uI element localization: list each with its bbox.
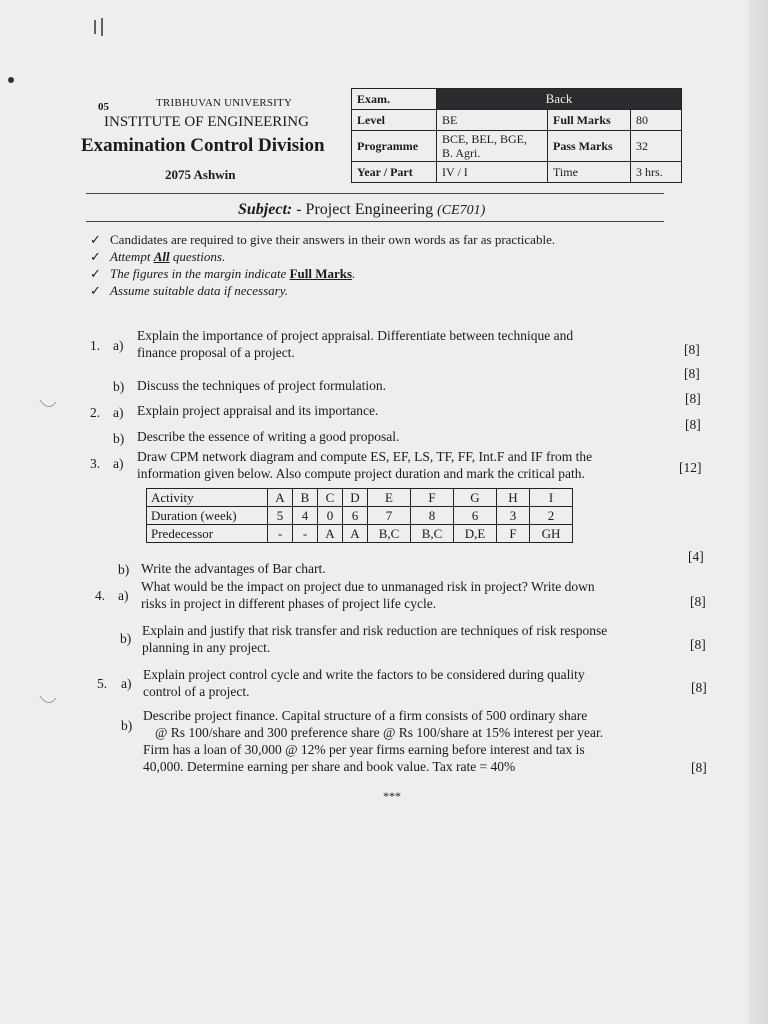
duration-row-label: Duration (week) (147, 507, 268, 525)
q5a-marks: [8] (691, 680, 707, 695)
q2a-marks: [8] (685, 391, 701, 406)
division-name: Examination Control Division (81, 135, 325, 156)
pass-marks-label: Pass Marks (548, 131, 631, 162)
q5a-label: a) (121, 676, 132, 691)
programme-label: Programme (352, 131, 437, 162)
full-marks-value: 80 (631, 110, 682, 131)
instruction-item: ✓ Candidates are required to give their answers in their own words as far as practicable. (90, 232, 556, 247)
subject-name: Project Engineering (305, 201, 434, 218)
q4b-label: b) (120, 631, 132, 646)
pen-mark-icon (92, 16, 106, 38)
q3b-marks: [4] (688, 549, 704, 564)
university-name: TRIBHUVAN UNIVERSITY (156, 97, 293, 109)
exam-session: 2075 Ashwin (165, 167, 236, 182)
q1a-marks: [8] (684, 342, 700, 357)
instruction-item: ✓ Attempt All questions. (90, 249, 226, 264)
q2b-label: b) (113, 431, 125, 446)
predecessor-row-label: Predecessor (147, 525, 268, 543)
subject-label: Subject: (238, 201, 293, 218)
q3a-label: a) (113, 456, 124, 471)
q1-number: 1. (90, 338, 101, 353)
q4a-label: a) (118, 588, 129, 603)
stray-mark-top (92, 16, 106, 38)
subject-line (238, 201, 485, 219)
exam-code: 05 (98, 101, 109, 113)
instruction-item: ✓ Assume suitable data if necessary. (90, 283, 289, 298)
q2b-text: Describe the essence of writing a good proposal. (137, 429, 400, 444)
q4-number: 4. (95, 588, 106, 603)
q3b-label: b) (118, 562, 130, 577)
q1b-text: Discuss the techniques of project formulation. (137, 378, 386, 393)
instructions-list (90, 231, 555, 299)
q2b-marks: [8] (685, 417, 701, 432)
q2a-label: a) (113, 405, 124, 420)
predecessor-row: Predecessor - - A A B,C B,C D,E F GH (147, 525, 573, 543)
year-label: Year / Part (352, 162, 437, 183)
q5-number: 5. (97, 676, 108, 691)
q1b-marks: [8] (684, 366, 700, 381)
time-value: 3 hrs. (631, 162, 682, 183)
programme-value-line1: BCE, BEL, BGE, (442, 132, 528, 146)
check-icon: ✓ (90, 283, 101, 298)
q5b-marks: [8] (691, 760, 707, 775)
exam-info-table (351, 88, 682, 183)
exam-value: Back (437, 89, 682, 110)
year-value: IV / I (437, 162, 548, 183)
q1a-text: Explain the importance of project appraisal. Differentiate between technique and finance proposal of a project. (137, 328, 574, 360)
subject-dash: - (292, 201, 306, 218)
exam-label: Exam. (352, 89, 437, 110)
pass-marks-value: 32 (631, 131, 682, 162)
q1a-label: a) (113, 338, 124, 353)
q2-number: 2. (90, 405, 101, 420)
level-label: Level (352, 110, 437, 131)
activity-row-label: Activity (147, 489, 268, 507)
q1b-label: b) (113, 379, 125, 394)
q4b-marks: [8] (690, 637, 706, 652)
q3-number: 3. (90, 456, 101, 471)
q2a-text: Explain project appraisal and its importance. (137, 403, 379, 418)
page-edge (748, 0, 768, 1024)
institute-name: INSTITUTE OF ENGINEERING (104, 114, 309, 130)
q3a-text: Draw CPM network diagram and compute ES, EF, LS, TF, FF, Int.F and IF from the information given below. Also compute project duration and mark the critical path. (137, 449, 593, 481)
rule-bottom (86, 221, 664, 222)
stray-mark-left (6, 72, 16, 82)
duration-row: Duration (week) 5 4 0 6 7 8 6 3 2 (147, 507, 573, 525)
check-icon: ✓ (90, 266, 101, 281)
activity-row: Activity A B C D E F G H I (147, 489, 573, 507)
q3a-marks: [12] (679, 460, 702, 475)
q5b-label: b) (121, 718, 133, 733)
cpm-activity-table (146, 488, 573, 543)
q4a-marks: [8] (690, 594, 706, 609)
arc-mark-icon (38, 396, 58, 412)
margin-mark (38, 396, 58, 412)
check-icon: ✓ (90, 249, 101, 264)
subject-code: (CE701) (437, 203, 486, 218)
q3b-text: Write the advantages of Bar chart. (141, 561, 326, 576)
q4a-text: What would be the impact on project due to unmanaged risk in project? Write down risks in project in different phases of project life cycle. (141, 579, 595, 611)
q5a-text: Explain project control cycle and write the factors to be considered during quality control of a project. (143, 667, 585, 699)
programme-value (437, 131, 548, 162)
dot-mark-icon (6, 75, 16, 85)
arc-mark-icon (38, 692, 58, 708)
q5b-text: Describe project finance. Capital structure of a firm consists of 500 ordinary share @ Rs 100/share and 300 preference share @ Rs 100/share at 15% interest per year. Firm has a loan of 30,000 @ 12% per year firms earning before interest and tax is 40,000. Determine earning per share and book value. Tax rate = 40% (143, 708, 604, 774)
full-marks-label: Full Marks (548, 110, 631, 131)
rule-top (86, 193, 664, 194)
time-label: Time (548, 162, 631, 183)
q4b-text: Explain and justify that risk transfer and risk reduction are techniques of risk response planning in any project. (142, 623, 608, 655)
programme-value-line2: B. Agri. (442, 146, 481, 160)
check-icon: ✓ (90, 232, 101, 247)
level-value: BE (437, 110, 548, 131)
instruction-item: ✓ The figures in the margin indicate Full Marks. (90, 266, 356, 281)
end-marker: *** (383, 789, 401, 803)
margin-mark (38, 692, 58, 708)
